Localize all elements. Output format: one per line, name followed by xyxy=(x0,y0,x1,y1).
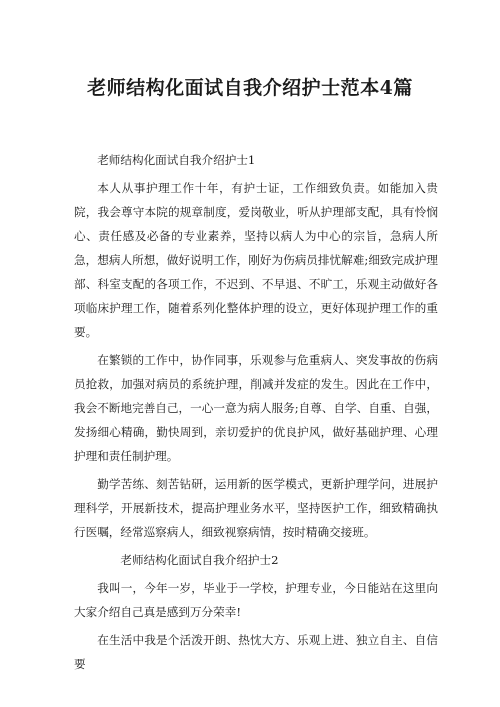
document-body xyxy=(74,148,438,680)
document-title: 老师结构化面试自我介绍护士范本4篇 xyxy=(87,77,413,99)
paragraph: 我叫一，今年一岁，毕业于一学校，护理专业，今日能站在这里向大家介绍自己真是感到万分荣幸! xyxy=(74,581,438,619)
paragraph: 本人从事护理工作十年，有护士证，工作细致负责。如能加入贵院，我会尊守本院的规章制度，爱岗敬业，听从护理部支配，具有怜悯心、责任感及必备的专业素养，坚持以病人为中心的宗旨，急病人所急，想病人所想，做好说明工作，刚好为伤病员排忧解难;细致完成护理部、科室支配的各项工作，不迟到、不早退、不旷工，乐观主动做好各项临床护理工作，随着系列化整体护理的设立，更好体现护理工作的重要。 xyxy=(74,181,438,339)
section-heading: 老师结构化面试自我介绍护士2 xyxy=(120,553,279,567)
section-heading: 老师结构化面试自我介绍护士1 xyxy=(97,153,256,167)
paragraph: 勤学苦练、刻苦钻研，运用新的医学模式，更新护理学问，进展护理科学，开展新技术，提高护理业务水平，坚持医护工作，细致精确执行医嘱，经常巡察病人，细致视察病情，按时精确交接班。 xyxy=(74,477,438,539)
paragraph: 在繁锁的工作中，协作同事，乐观参与危重病人、突发事故的伤病员抢救，加强对病员的系统护理，削减并发症的发生。因此在工作中，我会不断地完善自己，一心一意为病人服务;自尊、自学、自重、自强，发扬细心精确，勤快周到，亲切爱护的优良护风，做好基础护理、心理护理和责任制护理。 xyxy=(74,353,438,463)
paragraph: 在生活中我是个活泼开朗、热忱大方、乐观上进、独立自主、自信要 xyxy=(74,633,438,671)
